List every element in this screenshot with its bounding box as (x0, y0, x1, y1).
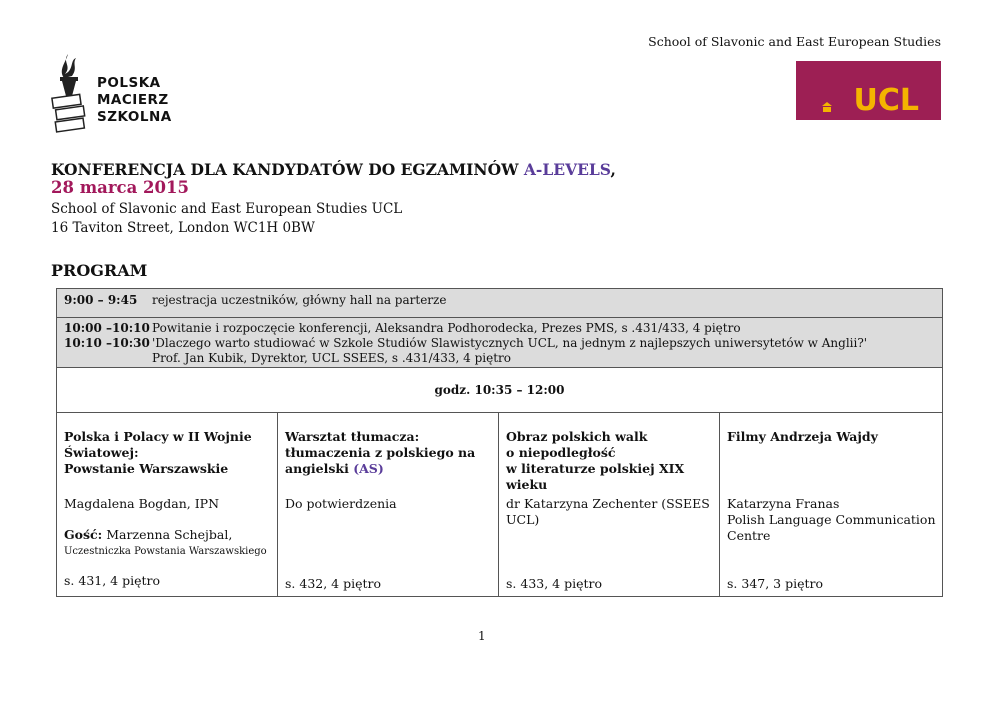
workshop-title: Warsztat tłumacza: (285, 429, 420, 444)
workshop-speaker: Centre (727, 528, 771, 543)
workshop-title: Obraz polskich walk (506, 429, 648, 444)
workshop-speaker: Do potwierdzenia (285, 496, 397, 511)
time-label: 10:10 –10:30 (64, 336, 150, 350)
conference-title: KONFERENCJA DLA KANDYDATÓW DO EGZAMINÓW A-LEVELS, (51, 160, 616, 179)
time-label: 9:00 – 9:45 (64, 293, 138, 307)
program-heading: PROGRAM (51, 261, 148, 280)
schedule-row-registration (57, 289, 942, 318)
guest-note: Uczestniczka Powstania Warszawskiego (64, 546, 267, 557)
workshop-3 (499, 413, 720, 596)
schedule-table (56, 288, 943, 597)
workshops-row (57, 413, 942, 596)
lecture-speaker: Prof. Jan Kubik, Dyrektor, UCL SSEES, s .431/433, 4 piętro (152, 351, 512, 365)
workshop-room: s. 431, 4 piętro (64, 573, 161, 588)
workshop-speaker: dr Katarzyna Zechenter (SSEES (506, 496, 710, 511)
institution-header: School of Slavonic and East European Studies (648, 34, 941, 49)
workshop-title: Światowej: (64, 445, 139, 460)
workshop-speaker: Magdalena Bogdan, IPN (64, 496, 220, 511)
workshop-title: tłumaczenia z polskiego na (285, 445, 476, 460)
workshop-guest: Gość: Marzenna Schejbal, (64, 527, 233, 542)
workshop-2 (278, 413, 499, 596)
workshop-room: s. 433, 4 piętro (506, 576, 603, 591)
address-line-1: School of Slavonic and East European Studies UCL (51, 201, 403, 217)
workshop-4 (720, 413, 942, 596)
session-time-row (57, 368, 942, 413)
workshop-title: Powstanie Warszawskie (64, 461, 229, 476)
lecture-title: 'Dlaczego warto studiować w Szkole Studiów Slawistycznych UCL, na jednym z najlepszych uniwersytetów w Anglii?' (152, 336, 868, 350)
ucl-logo: UCL (796, 61, 941, 120)
opening-text: Powitanie i rozpoczęcie konferencji, Aleksandra Podhorodecka, Prezes PMS, s .431/433, 4 piętro (152, 321, 741, 335)
workshop-1 (57, 413, 278, 596)
workshop-title: o niepodległość (506, 445, 616, 460)
registration-text: rejestracja uczestników, główny hall na parterze (152, 293, 447, 307)
workshop-title: Polska i Polacy w II Wojnie (64, 429, 252, 444)
schedule-row-opening (57, 318, 942, 368)
conference-date: 28 marca 2015 (51, 178, 189, 197)
workshop-title: Filmy Andrzeja Wajdy (727, 429, 878, 444)
workshop-room: s. 432, 4 piętro (285, 576, 382, 591)
ucl-portico-icon (822, 102, 832, 112)
workshop-room: s. 347, 3 piętro (727, 576, 824, 591)
workshop-speaker: Polish Language Communication (727, 512, 936, 527)
workshop-title: angielski (AS) (285, 461, 384, 476)
workshop-title: w literaturze polskiej XIX wieku (506, 461, 685, 492)
address-line-2: 16 Taviton Street, London WC1H 0BW (51, 220, 315, 236)
time-label: 10:00 –10:10 (64, 321, 150, 335)
workshop-speaker: UCL) (506, 512, 540, 527)
pms-torch-logo (48, 52, 90, 138)
pms-logo-text: POLSKA MACIERZ SZKOLNA (97, 75, 172, 125)
page-number: 1 (478, 629, 486, 643)
workshop-speaker: Katarzyna Franas (727, 496, 840, 511)
session-time: godz. 10:35 – 12:00 (434, 383, 565, 397)
